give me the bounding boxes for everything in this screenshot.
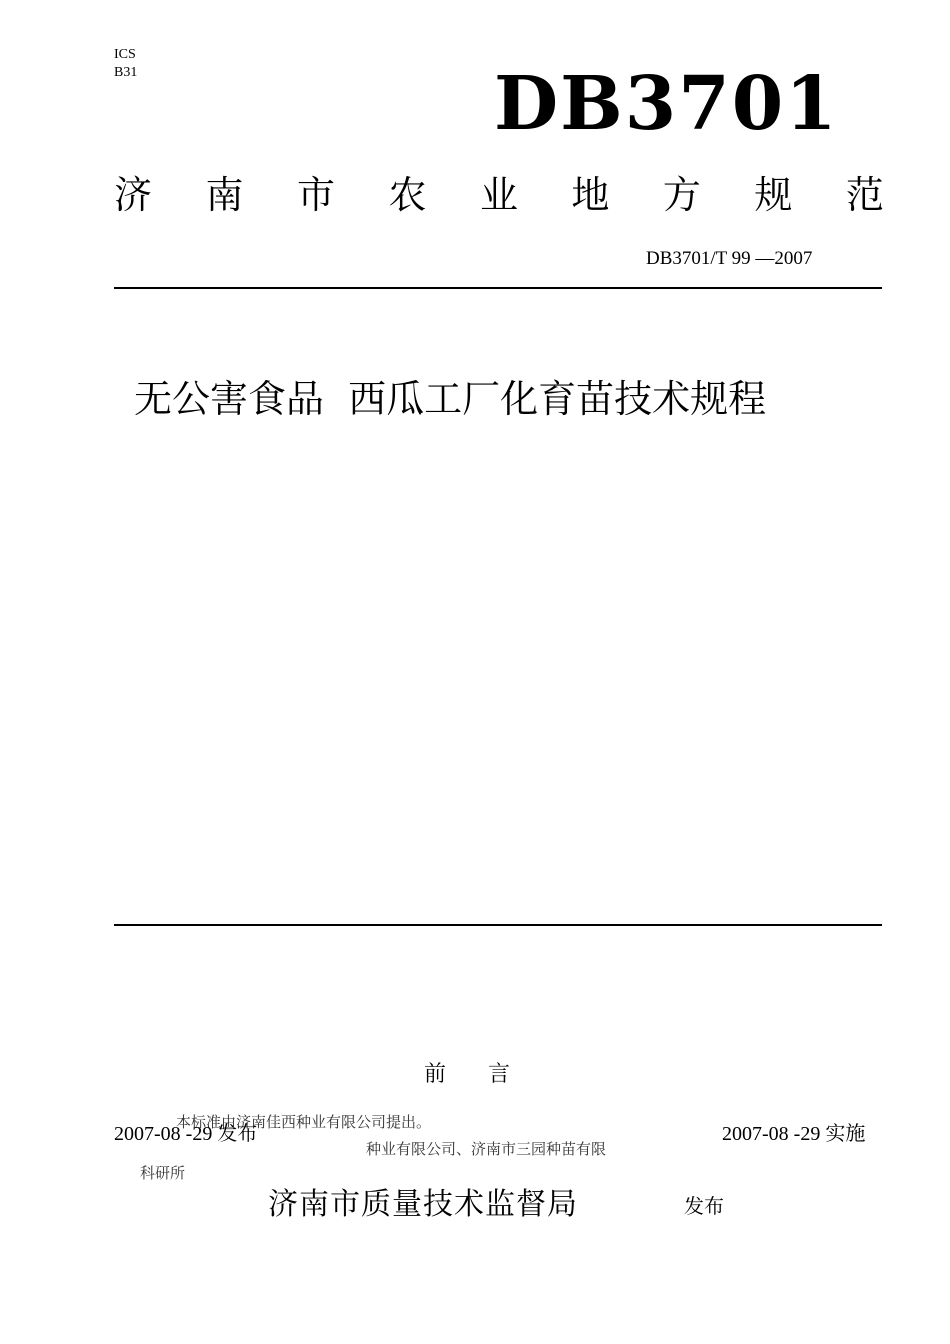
standard-type-char: 地 (571, 173, 610, 217)
standard-type-char: 南 (205, 173, 244, 217)
standard-code: DB3701 (494, 61, 839, 147)
ics-label: ICS (114, 47, 136, 62)
ccs-label: B31 (114, 65, 138, 80)
preface-line-3: 科研所 (140, 1166, 186, 1182)
preface-heading: 前 言 (424, 1062, 510, 1087)
publish-date: 2007-08 -29 发布 (114, 1123, 258, 1145)
bottom-divider (114, 924, 882, 926)
issue-label: 发布 (684, 1194, 724, 1218)
standard-type-char: 业 (479, 173, 518, 217)
document-title: 无公害食品 西瓜工厂化育苗技术规程 (134, 377, 767, 421)
standard-type-char: 范 (845, 173, 884, 217)
implement-date: 2007-08 -29 实施 (722, 1123, 866, 1145)
standard-type-char: 方 (662, 173, 701, 217)
standard-number: DB3701/T 99 —2007 (646, 248, 813, 269)
ics-code (114, 46, 137, 82)
issuing-authority: 济南市质量技术监督局 (268, 1187, 578, 1222)
standard-type-char: 济 (114, 173, 153, 217)
standard-type-char: 农 (388, 173, 427, 217)
preface-line-1: 本标准由济南佳西种业有限公司提出。 (176, 1115, 432, 1131)
top-divider (114, 287, 882, 289)
standard-type (114, 170, 884, 220)
standard-type-char: 市 (296, 173, 335, 217)
preface-line-2: 种业有限公司、济南市三园种苗有限 (366, 1142, 607, 1158)
standard-type-char: 规 (754, 173, 793, 217)
